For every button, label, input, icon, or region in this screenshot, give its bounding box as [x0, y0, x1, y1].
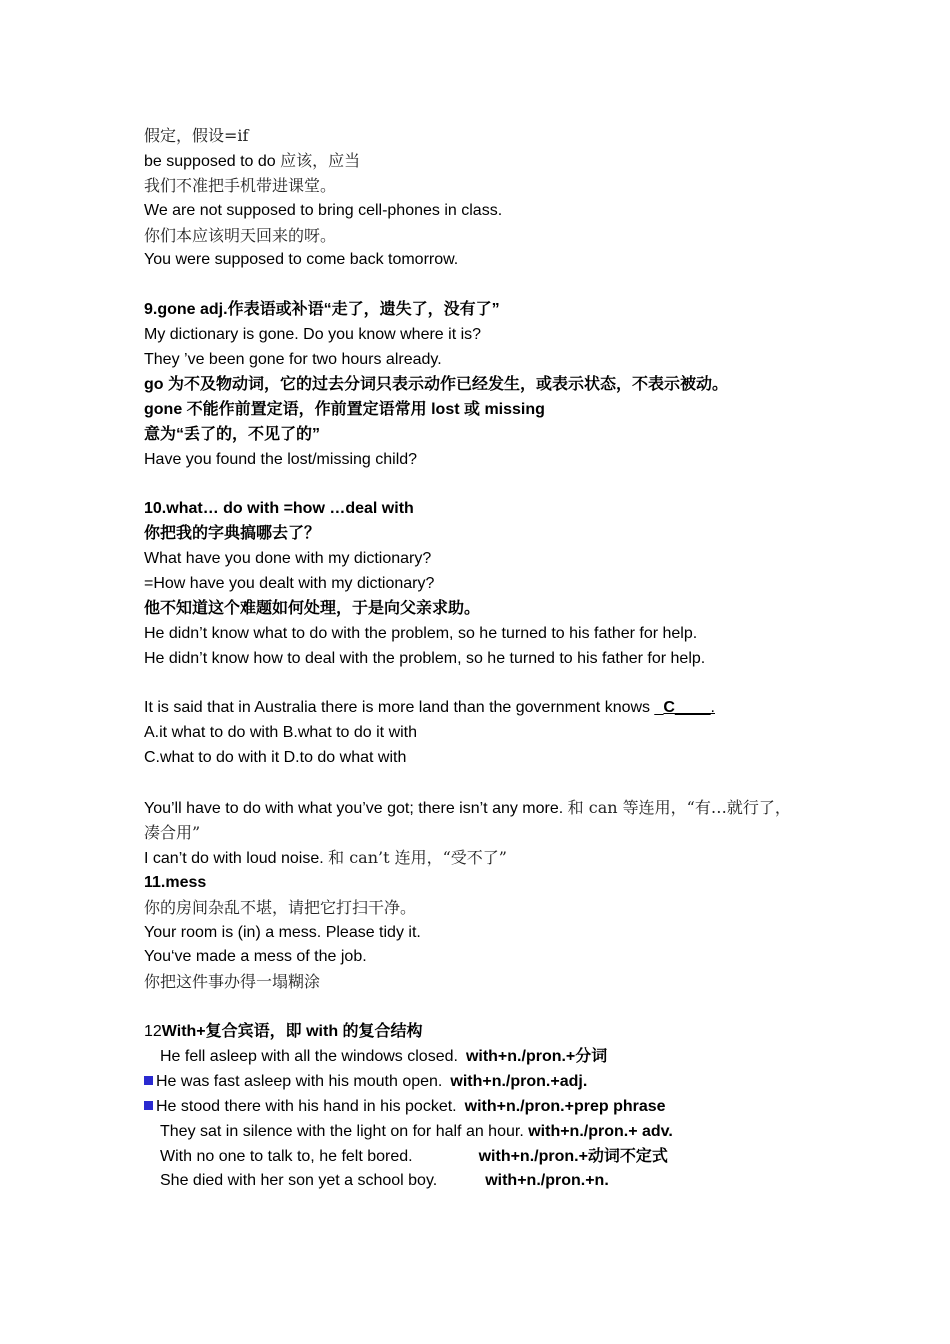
text-line: He didn’t know how to deal with the problem, so he turned to his father for help.	[144, 649, 706, 667]
section-heading: 12With+复合宾语，即 with 的复合结构	[144, 1023, 423, 1041]
text-line: gone 不能作前置定语，作前置定语常用 lost 或 missing	[144, 400, 545, 418]
text-line: My dictionary is gone. Do you know where it is?	[144, 326, 482, 344]
text-line: Your room is (in) a mess. Please tidy it.	[144, 923, 421, 941]
blank-line	[144, 273, 824, 298]
square-bullet-icon	[144, 1076, 153, 1085]
text-line: We are not supposed to bring cell-phones in class.	[144, 201, 503, 219]
example-line: They sat in silence with the light on for half an hour. with+n./pron.+ adv.	[160, 1122, 673, 1140]
text-line: 你的房间杂乱不堪，请把它打扫干净。	[144, 897, 417, 917]
text-line: You were supposed to come back tomorrow.	[144, 251, 459, 269]
text-line: =How have you dealt with my dictionary?	[144, 575, 435, 593]
section-heading: 10.what… do with =how …deal with	[144, 500, 414, 518]
text-line: 他不知道这个难题如何处理，于是向父亲求助。	[144, 599, 481, 617]
text-line: 你们本应该明天回来的呀。	[144, 225, 337, 245]
section-heading: 11.mess	[144, 873, 207, 891]
text-line: be supposed to do 应该，应当	[144, 150, 361, 170]
text-line: I can’t do with loud noise. 和 can’t 连用，“受不了”	[144, 847, 507, 867]
text-line: You‘ve made a mess of the job.	[144, 948, 367, 966]
blank-line	[144, 995, 824, 1020]
blank-line	[144, 672, 824, 697]
example-line: With no one to talk to, he felt bored. with+n./pron.+动词不定式	[160, 1147, 668, 1165]
text-line: What have you done with my dictionary?	[144, 550, 432, 568]
section-heading: 9.gone adj.作表语或补语“走了，遗失了，没有了”	[144, 301, 500, 319]
example-line: He fell asleep with all the windows closed. with+n./pron.+分词	[160, 1047, 608, 1065]
example-line: She died with her son yet a school boy. with+n./pron.+n.	[160, 1172, 609, 1190]
answer-blank: C	[663, 699, 675, 717]
document-body	[144, 124, 824, 1194]
example-line: He stood there with his hand in his pocket. with+n./pron.+prep phrase	[144, 1095, 824, 1120]
text-line: 你把我的字典搞哪去了？	[144, 525, 321, 543]
text-line: 假定，假设=if	[144, 126, 249, 145]
blank-line	[144, 771, 824, 796]
question-line: It is said that in Australia there is more land than the government knows _C____.	[144, 699, 715, 717]
option-line: A.it what to do with B.what to do it with	[144, 724, 418, 742]
blank-line	[144, 472, 824, 497]
text-line: 意为“丢了的，不见了的”	[144, 425, 321, 443]
option-line: C.what to do with it D.to do what with	[144, 749, 407, 767]
text-line: 凑合用”	[144, 822, 201, 842]
text-line: 你把这件事办得一塌糊涂	[144, 972, 321, 992]
text-line: They ’ve been gone for two hours already.	[144, 351, 442, 369]
example-line: He was fast asleep with his mouth open. with+n./pron.+adj.	[144, 1070, 824, 1095]
text-line: Have you found the lost/missing child?	[144, 450, 418, 468]
text-line: 我们不准把手机带进课堂。	[144, 175, 337, 195]
square-bullet-icon	[144, 1101, 153, 1110]
text-line: You’ll have to do with what you’ve got; there isn’t any more. 和 can 等连用，“有…就行了，	[144, 798, 791, 818]
text-line: go 为不及物动词，它的过去分词只表示动作已经发生，或表示状态，不表示被动。	[144, 375, 728, 393]
text-line: He didn’t know what to do with the problem, so he turned to his father for help.	[144, 624, 698, 642]
